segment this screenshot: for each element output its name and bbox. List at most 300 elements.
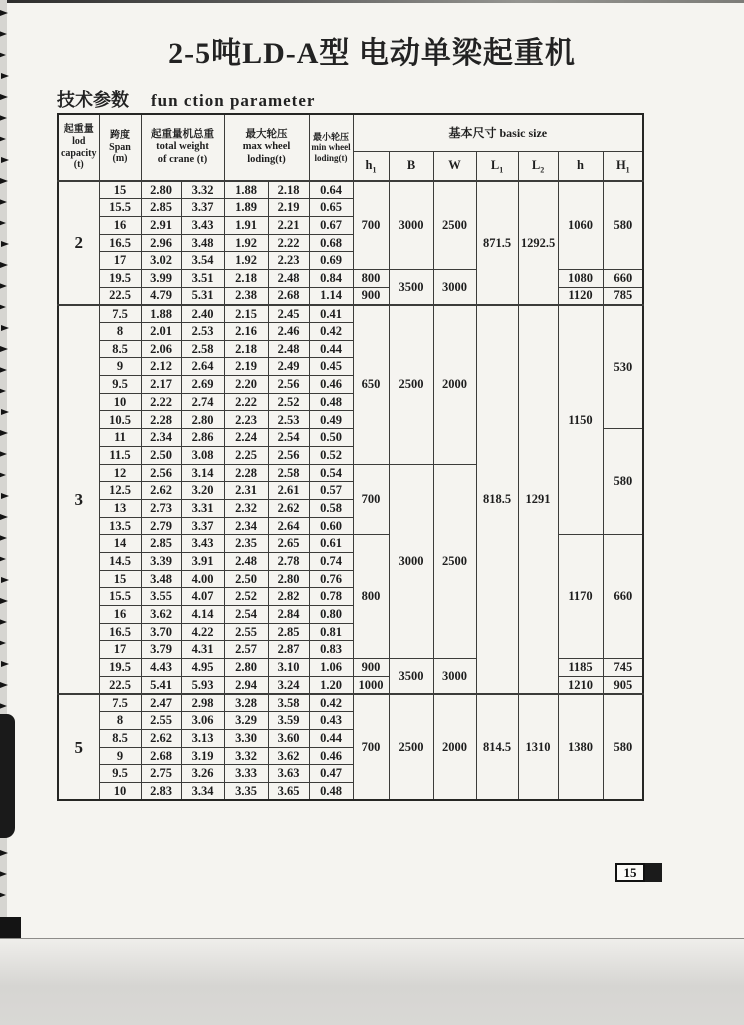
value-cell: 9	[99, 747, 141, 765]
value-cell: 2.48	[268, 340, 309, 358]
value-cell: 2.38	[224, 287, 268, 305]
value-cell: 1.89	[224, 199, 268, 217]
value-cell: 900	[353, 287, 389, 305]
value-cell: 2.12	[141, 358, 181, 376]
value-cell: 2.01	[141, 323, 181, 341]
value-cell: 15	[99, 570, 141, 588]
binding-mark	[0, 703, 7, 709]
value-cell: 3.39	[141, 552, 181, 570]
value-cell: 3000	[389, 464, 433, 659]
value-cell: 3.37	[181, 517, 224, 535]
binding-mark	[0, 682, 8, 688]
value-cell: 0.48	[309, 393, 353, 411]
binding-mark	[0, 262, 8, 268]
value-cell: 2.85	[141, 199, 181, 217]
value-cell: 0.43	[309, 712, 353, 730]
value-cell: 1291	[518, 305, 558, 694]
value-cell: 17	[99, 252, 141, 270]
value-cell: 2.69	[181, 376, 224, 394]
value-cell: 2.22	[224, 393, 268, 411]
value-cell: 16.5	[99, 234, 141, 252]
value-cell: 2.18	[224, 269, 268, 287]
value-cell: 4.14	[181, 606, 224, 624]
value-cell: 2.85	[268, 623, 309, 641]
value-cell: 0.83	[309, 641, 353, 659]
value-cell: 650	[353, 305, 389, 464]
value-cell: 3.28	[224, 694, 268, 712]
value-cell: 0.76	[309, 570, 353, 588]
binding-mark	[0, 514, 8, 520]
value-cell: 2.84	[268, 606, 309, 624]
value-cell: 2.85	[141, 535, 181, 553]
value-cell: 1.06	[309, 659, 353, 677]
value-cell: 10	[99, 782, 141, 800]
binding-mark	[0, 52, 6, 58]
column-header: 起重量机总重 total weight of crane (t)	[141, 114, 224, 181]
value-cell: 800	[353, 535, 389, 659]
binding-mark	[1, 409, 9, 415]
value-cell: 1120	[558, 287, 603, 305]
value-cell: 2.25	[224, 446, 268, 464]
value-cell: 580	[603, 181, 643, 269]
value-cell: 3.59	[268, 712, 309, 730]
value-cell: 3.31	[181, 499, 224, 517]
value-cell: 3.99	[141, 269, 181, 287]
value-cell: 1.20	[309, 676, 353, 694]
value-cell: 905	[603, 676, 643, 694]
value-cell: 2.75	[141, 765, 181, 783]
binding-mark	[0, 619, 7, 625]
value-cell: 1310	[518, 694, 558, 800]
value-cell: 3000	[389, 181, 433, 269]
value-cell: 2.57	[224, 641, 268, 659]
crane-table-container	[57, 113, 644, 801]
value-cell: 2.40	[181, 305, 224, 323]
value-cell: 700	[353, 181, 389, 269]
value-cell: 3500	[389, 659, 433, 694]
value-cell: 3.08	[181, 446, 224, 464]
binding-mark	[1, 577, 9, 583]
value-cell: 2.94	[224, 676, 268, 694]
column-header: 最大轮压 max wheel loding(t)	[224, 114, 309, 181]
value-cell: 19.5	[99, 659, 141, 677]
value-cell: 3.13	[181, 729, 224, 747]
value-cell: 16	[99, 216, 141, 234]
binding-mark	[0, 115, 7, 121]
value-cell: 3.62	[268, 747, 309, 765]
binding-mark	[0, 430, 8, 436]
value-cell: 1380	[558, 694, 603, 800]
value-cell: 0.50	[309, 429, 353, 447]
value-cell: 13	[99, 499, 141, 517]
value-cell: 2.19	[268, 199, 309, 217]
value-cell: 0.52	[309, 446, 353, 464]
value-cell: 2.80	[268, 570, 309, 588]
value-cell: 2500	[389, 305, 433, 464]
value-cell: 2500	[389, 694, 433, 800]
value-cell: 3.06	[181, 712, 224, 730]
value-cell: 0.78	[309, 588, 353, 606]
value-cell: 660	[603, 269, 643, 287]
value-cell: 1.91	[224, 216, 268, 234]
value-cell: 0.45	[309, 358, 353, 376]
value-cell: 2.54	[224, 606, 268, 624]
value-cell: 0.74	[309, 552, 353, 570]
binding-mark	[1, 661, 9, 667]
page-bottom-shadow	[0, 938, 744, 1025]
table-row	[58, 305, 643, 323]
value-cell: 14.5	[99, 552, 141, 570]
binding-mark	[1, 73, 9, 79]
value-cell: 0.48	[309, 782, 353, 800]
value-cell: 2.62	[141, 482, 181, 500]
value-cell: 2.82	[268, 588, 309, 606]
value-cell: 3.32	[224, 747, 268, 765]
value-cell: 2.48	[268, 269, 309, 287]
value-cell: 3.55	[141, 588, 181, 606]
value-cell: 3.48	[181, 234, 224, 252]
value-cell: 2.91	[141, 216, 181, 234]
value-cell: 3.63	[268, 765, 309, 783]
binding-mark	[0, 346, 8, 352]
value-cell: 3.43	[181, 535, 224, 553]
value-cell: 22.5	[99, 676, 141, 694]
value-cell: 3.37	[181, 199, 224, 217]
dimension-header: W	[433, 151, 476, 181]
value-cell: 9.5	[99, 765, 141, 783]
value-cell: 0.67	[309, 216, 353, 234]
value-cell: 2.52	[224, 588, 268, 606]
value-cell: 2.16	[224, 323, 268, 341]
value-cell: 0.65	[309, 199, 353, 217]
value-cell: 2.55	[224, 623, 268, 641]
value-cell: 2.86	[181, 429, 224, 447]
value-cell: 0.44	[309, 340, 353, 358]
section-subtitle	[57, 86, 315, 108]
value-cell: 3.79	[141, 641, 181, 659]
value-cell: 2.46	[268, 323, 309, 341]
value-cell: 3.91	[181, 552, 224, 570]
value-cell: 3.33	[224, 765, 268, 783]
value-cell: 2.54	[268, 429, 309, 447]
value-cell: 1210	[558, 676, 603, 694]
binding-mark	[0, 451, 7, 457]
value-cell: 4.22	[181, 623, 224, 641]
value-cell: 2.80	[224, 659, 268, 677]
value-cell: 2000	[433, 694, 476, 800]
value-cell: 2.50	[141, 446, 181, 464]
binding-mark	[0, 556, 6, 562]
value-cell: 2.68	[268, 287, 309, 305]
value-cell: 3000	[433, 659, 476, 694]
value-cell: 3.48	[141, 570, 181, 588]
value-cell: 0.60	[309, 517, 353, 535]
value-cell: 2.21	[268, 216, 309, 234]
value-cell: 9.5	[99, 376, 141, 394]
binding-mark	[0, 304, 6, 310]
value-cell: 19.5	[99, 269, 141, 287]
value-cell: 1080	[558, 269, 603, 287]
value-cell: 2.65	[268, 535, 309, 553]
value-cell: 2.73	[141, 499, 181, 517]
value-cell: 745	[603, 659, 643, 677]
value-cell: 580	[603, 694, 643, 800]
value-cell: 2.45	[268, 305, 309, 323]
value-cell: 7.5	[99, 694, 141, 712]
value-cell: 818.5	[476, 305, 518, 694]
dimension-header: $L_2$	[518, 151, 558, 181]
value-cell: 1.88	[141, 305, 181, 323]
value-cell: 2500	[433, 181, 476, 269]
value-cell: 3500	[389, 269, 433, 304]
value-cell: 2.22	[141, 393, 181, 411]
value-cell: 2.49	[268, 358, 309, 376]
value-cell: 2.83	[141, 782, 181, 800]
value-cell: 2.28	[141, 411, 181, 429]
value-cell: 785	[603, 287, 643, 305]
value-cell: 0.84	[309, 269, 353, 287]
value-cell: 1292.5	[518, 181, 558, 305]
capacity-cell: 2	[58, 181, 99, 305]
value-cell: 2.32	[224, 499, 268, 517]
value-cell: 2.19	[224, 358, 268, 376]
value-cell: 2.58	[181, 340, 224, 358]
value-cell: 3.54	[181, 252, 224, 270]
value-cell: 2.79	[141, 517, 181, 535]
value-cell: 4.79	[141, 287, 181, 305]
binding-mark	[1, 157, 9, 163]
value-cell: 2.23	[268, 252, 309, 270]
binding-mark	[0, 640, 6, 646]
value-cell: 0.47	[309, 765, 353, 783]
value-cell: 22.5	[99, 287, 141, 305]
binding-mark	[0, 388, 6, 394]
subtitle-chinese: 技术参数	[57, 90, 129, 110]
value-cell: 2.34	[224, 517, 268, 535]
value-cell: 0.42	[309, 323, 353, 341]
value-cell: 3.24	[268, 676, 309, 694]
value-cell: 4.07	[181, 588, 224, 606]
value-cell: 10.5	[99, 411, 141, 429]
value-cell: 3.60	[268, 729, 309, 747]
value-cell: 3.65	[268, 782, 309, 800]
value-cell: 14	[99, 535, 141, 553]
parameters-table	[57, 113, 644, 801]
table-row	[58, 181, 643, 199]
value-cell: 3.29	[224, 712, 268, 730]
value-cell: 2500	[433, 464, 476, 659]
value-cell: 1.14	[309, 287, 353, 305]
binding-mark	[0, 220, 6, 226]
value-cell: 2.96	[141, 234, 181, 252]
binding-mark	[0, 535, 7, 541]
value-cell: 2.47	[141, 694, 181, 712]
value-cell: 10	[99, 393, 141, 411]
value-cell: 2.74	[181, 393, 224, 411]
value-cell: 11	[99, 429, 141, 447]
value-cell: 3.26	[181, 765, 224, 783]
binding-mark	[0, 472, 6, 478]
value-cell: 2.68	[141, 747, 181, 765]
value-cell: 2.53	[268, 411, 309, 429]
value-cell: 1.92	[224, 234, 268, 252]
value-cell: 3.30	[224, 729, 268, 747]
binding-mark	[1, 493, 9, 499]
value-cell: 2.62	[268, 499, 309, 517]
value-cell: 17	[99, 641, 141, 659]
value-cell: 11.5	[99, 446, 141, 464]
value-cell: 0.68	[309, 234, 353, 252]
value-cell: 0.54	[309, 464, 353, 482]
value-cell: 0.42	[309, 694, 353, 712]
value-cell: 2.24	[224, 429, 268, 447]
value-cell: 814.5	[476, 694, 518, 800]
value-cell: 0.64	[309, 181, 353, 199]
value-cell: 0.46	[309, 376, 353, 394]
binding-mark	[0, 199, 7, 205]
value-cell: 2.58	[268, 464, 309, 482]
value-cell: 2.64	[181, 358, 224, 376]
value-cell: 2.28	[224, 464, 268, 482]
value-cell: 4.95	[181, 659, 224, 677]
value-cell: 2.55	[141, 712, 181, 730]
value-cell: 1000	[353, 676, 389, 694]
value-cell: 0.58	[309, 499, 353, 517]
value-cell: 1.88	[224, 181, 268, 199]
value-cell: 3.02	[141, 252, 181, 270]
dimension-header: $L_1$	[476, 151, 518, 181]
value-cell: 2.98	[181, 694, 224, 712]
value-cell: 2000	[433, 305, 476, 464]
value-cell: 0.61	[309, 535, 353, 553]
binding-mark	[1, 325, 9, 331]
value-cell: 15.5	[99, 588, 141, 606]
value-cell: 3.14	[181, 464, 224, 482]
value-cell: 7.5	[99, 305, 141, 323]
capacity-cell: 5	[58, 694, 99, 800]
ink-blob	[0, 714, 15, 838]
value-cell: 4.43	[141, 659, 181, 677]
value-cell: 700	[353, 464, 389, 535]
binding-mark	[1, 241, 9, 247]
value-cell: 8.5	[99, 729, 141, 747]
value-cell: 3.35	[224, 782, 268, 800]
binding-mark	[0, 10, 8, 16]
value-cell: 580	[603, 429, 643, 535]
value-cell: 3.10	[268, 659, 309, 677]
value-cell: 0.80	[309, 606, 353, 624]
value-cell: 1.92	[224, 252, 268, 270]
value-cell: 2.64	[268, 517, 309, 535]
binding-mark	[0, 850, 8, 856]
value-cell: 5.41	[141, 676, 181, 694]
value-cell: 2.20	[224, 376, 268, 394]
value-cell: 1060	[558, 181, 603, 269]
dimension-header: B	[389, 151, 433, 181]
value-cell: 2.62	[141, 729, 181, 747]
binding-mark	[0, 871, 7, 877]
value-cell: 2.56	[268, 446, 309, 464]
binding-mark	[0, 598, 8, 604]
value-cell: 2.48	[224, 552, 268, 570]
value-cell: 0.69	[309, 252, 353, 270]
value-cell: 4.31	[181, 641, 224, 659]
value-cell: 1170	[558, 535, 603, 659]
column-header: 最小轮压 min wheel loding(t)	[309, 114, 353, 181]
value-cell: 3000	[433, 269, 476, 304]
value-cell: 9	[99, 358, 141, 376]
value-cell: 3.58	[268, 694, 309, 712]
value-cell: 2.56	[141, 464, 181, 482]
value-cell: 3.62	[141, 606, 181, 624]
value-cell: 2.35	[224, 535, 268, 553]
value-cell: 2.80	[181, 411, 224, 429]
binding-mark	[0, 31, 7, 37]
value-cell: 2.34	[141, 429, 181, 447]
value-cell: 12	[99, 464, 141, 482]
capacity-cell: 3	[58, 305, 99, 694]
value-cell: 16	[99, 606, 141, 624]
dimension-header: h	[558, 151, 603, 181]
value-cell: 2.78	[268, 552, 309, 570]
value-cell: 3.34	[181, 782, 224, 800]
scan-top-edge	[0, 0, 744, 3]
binding-mark	[0, 283, 7, 289]
value-cell: 3.70	[141, 623, 181, 641]
value-cell: 2.80	[141, 181, 181, 199]
value-cell: 2.53	[181, 323, 224, 341]
value-cell: 2.15	[224, 305, 268, 323]
table-row	[58, 694, 643, 712]
column-header: 基本尺寸 basic size	[353, 114, 643, 151]
binding-mark	[0, 178, 8, 184]
value-cell: 2.17	[141, 376, 181, 394]
value-cell: 16.5	[99, 623, 141, 641]
value-cell: 3.19	[181, 747, 224, 765]
value-cell: 530	[603, 305, 643, 429]
value-cell: 2.56	[268, 376, 309, 394]
value-cell: 871.5	[476, 181, 518, 305]
value-cell: 15	[99, 181, 141, 199]
column-header: 起重量 lod capacity (t)	[58, 114, 99, 181]
value-cell: 0.49	[309, 411, 353, 429]
value-cell: 0.44	[309, 729, 353, 747]
value-cell: 15.5	[99, 199, 141, 217]
value-cell: 2.61	[268, 482, 309, 500]
dimension-header: $h_1$	[353, 151, 389, 181]
page-title: 2-5吨LD-A型 电动单梁起重机	[168, 37, 576, 70]
column-header: 跨度 Span (m)	[99, 114, 141, 181]
binding-mark	[0, 94, 8, 100]
binding-mark	[0, 367, 7, 373]
value-cell: 2.50	[224, 570, 268, 588]
value-cell: 0.46	[309, 747, 353, 765]
value-cell: 3.43	[181, 216, 224, 234]
value-cell: 2.18	[224, 340, 268, 358]
value-cell: 2.52	[268, 393, 309, 411]
value-cell: 2.87	[268, 641, 309, 659]
value-cell: 8	[99, 323, 141, 341]
value-cell: 12.5	[99, 482, 141, 500]
value-cell: 0.57	[309, 482, 353, 500]
value-cell: 3.20	[181, 482, 224, 500]
value-cell: 1150	[558, 305, 603, 535]
value-cell: 5.93	[181, 676, 224, 694]
page-number-block	[645, 863, 662, 882]
value-cell: 0.81	[309, 623, 353, 641]
subtitle-english: fun ction parameter	[151, 91, 316, 110]
value-cell: 3.51	[181, 269, 224, 287]
